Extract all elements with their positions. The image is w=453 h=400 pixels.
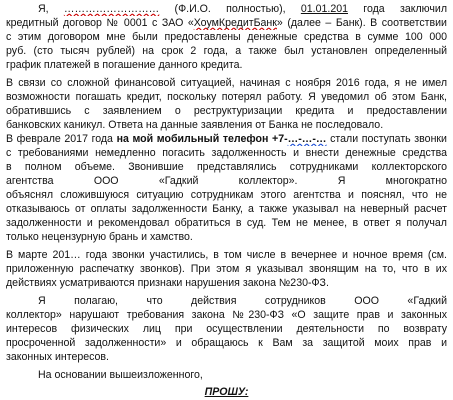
p5-line-4: просроченной задолженности» и обращаюсь к Вам за защитой моих прав и (6, 337, 447, 349)
p5-line-5: законных интересов. (6, 351, 110, 363)
p3-line-8: только нецензурную брань и хамство. (6, 231, 193, 243)
p4-line-2: приложенную распечатку звонков). При этом я указывал звонящим на то, что в их (6, 263, 447, 275)
p3-line-3: в полном объеме. Звонившие представлялись сотрудниками коллекторского (6, 161, 447, 173)
p3-line-6: отказываюсь от оплаты задолженности Банку, а также указывал на неверный расчет (6, 203, 447, 215)
p4-line-3: действиях усматриваются признаки нарушения закона №230-ФЗ. (6, 277, 329, 289)
p3-line-5: объяснял сложившуюся ситуацию сотрудникам этого агентства и пояснял, что не (6, 189, 447, 201)
request-heading: ПРОШУ: (204, 386, 249, 398)
p3-line-4: агентства ООО «Гадкий коллектор». Я многократно (6, 175, 447, 187)
p1-line-5: график платежей в погашение данного кредита. (6, 59, 243, 71)
p2-line-3: обратившись с заявлением о реструктуризации кредита и предоставлении (6, 105, 447, 117)
p6-line-1: На основании вышеизложенного, (38, 369, 203, 381)
p5-line-1: Я полагаю, что действия сотрудников ООО «Гадкий (38, 295, 447, 307)
p5-line-3: интересов физических лиц при осуществлении деятельности по возврату (6, 323, 447, 335)
p2-line-1: В связи со сложной финансовой ситуацией, начиная с ноября 2016 года, я не имел (6, 77, 447, 89)
p1-line-2: кредитный договор № 0001 с ЗАО «ХоумКредитБанк» (далее – Банк). В соответствии (6, 17, 447, 29)
p3-line-1: В феврале 2017 года на мой мобильный телефон +7-…-…-… стали поступать звонки (6, 133, 447, 145)
p1-line-4: руб. (сто тысяч рублей) на срок 2 года, а также был установлен определенный (6, 45, 447, 57)
p5-line-2: коллектор» нарушают требования закона №230-ФЗ «О защите прав и законных (6, 309, 447, 321)
p2-line-2: возможности погашать кредит, поскольку потерял работу. Я уведомил об этом Банк, (6, 91, 447, 103)
p3-line-7: задолженности и рекомендовал обратиться в суд. Тем не менее, в ответ я получал (6, 217, 447, 229)
p3-line-2: с требованиями немедленно погасить задолженность и внести денежные средства (6, 147, 447, 159)
p4-line-1: В марте 201… года звонки участились, в том числе в вечернее и ночное время (см. (6, 249, 447, 261)
p2-line-4: банковских каникул. Ответа на данные заявления от Банка не последовало. (6, 119, 384, 131)
p1-line-1: Я, ……………………… (Ф.И.О. полностью), 01.01.201 года заключил (38, 3, 447, 15)
p1-line-3: с этим договором мне были предоставлены денежные средства в сумме 100 000 (6, 31, 447, 43)
